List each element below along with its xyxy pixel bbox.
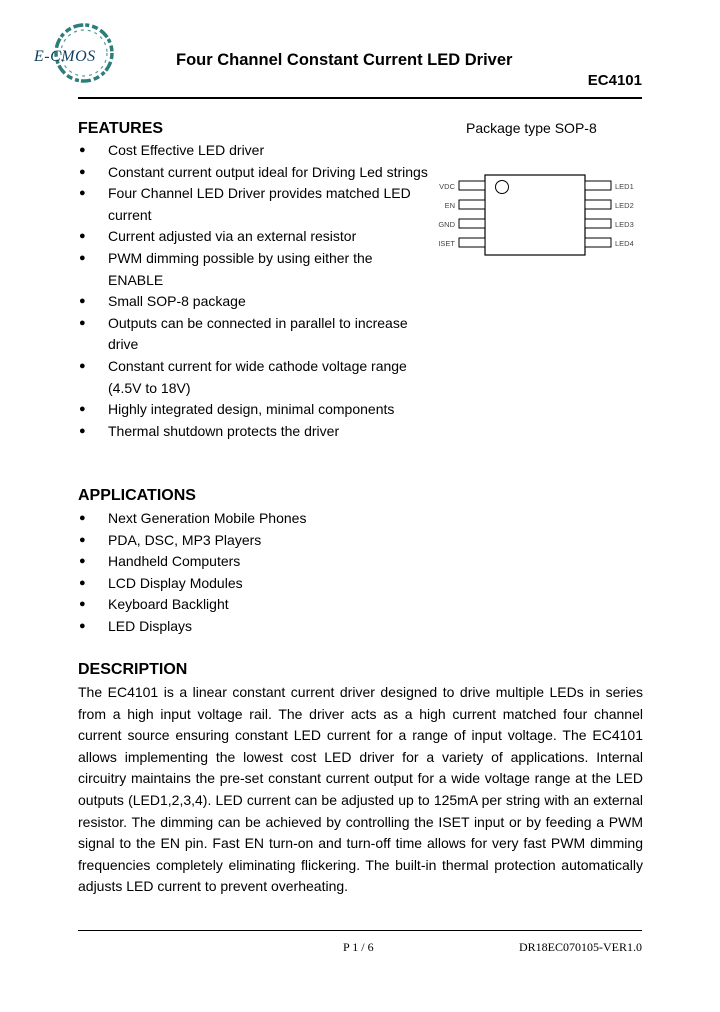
- bullet-icon: ●: [79, 165, 86, 178]
- application-item-text: LCD Display Modules: [108, 574, 243, 591]
- feature-item: [78, 183, 428, 226]
- feature-item-text: Highly integrated design, minimal components: [108, 401, 395, 418]
- pin-label-led4: LED4: [615, 239, 634, 248]
- application-item: [78, 508, 428, 530]
- feature-item: [78, 313, 428, 356]
- feature-item-text: Cost Effective LED driver: [108, 142, 265, 158]
- pin-label-vdc: VDC: [439, 182, 455, 191]
- feature-item-text: Outputs can be connected in parallel to increase drive: [108, 314, 408, 353]
- bullet-icon: ●: [79, 555, 86, 568]
- pin-label-led2: LED2: [615, 201, 634, 210]
- page-number: P 1 / 6: [343, 940, 374, 954]
- pin-label-led1: LED1: [615, 182, 634, 191]
- feature-item: [78, 162, 428, 184]
- application-item: [78, 530, 428, 552]
- pin-left-3: [459, 219, 485, 228]
- application-item-text: PDA, DSC, MP3 Players: [108, 531, 262, 548]
- footer-divider: [78, 930, 642, 931]
- pin-right-1: [585, 181, 611, 190]
- header-divider: [78, 97, 642, 99]
- features-heading: FEATURES: [78, 120, 164, 137]
- application-item: [78, 616, 428, 638]
- bullet-icon: ●: [79, 619, 86, 632]
- feature-item: [78, 399, 428, 421]
- feature-item: [78, 226, 428, 248]
- feature-item: [78, 291, 428, 313]
- pin-left-4: [459, 238, 485, 247]
- pin-right-2: [585, 200, 611, 209]
- feature-item: [78, 140, 428, 162]
- bullet-icon: ●: [79, 295, 86, 308]
- bullet-icon: ●: [79, 533, 86, 546]
- applications-list: [78, 508, 428, 638]
- feature-item: [78, 421, 428, 443]
- pin-left-2: [459, 200, 485, 209]
- document-title: Four Channel Constant Current LED Driver: [176, 51, 513, 69]
- bullet-icon: ●: [79, 598, 86, 611]
- feature-item-text: Current adjusted via an external resistor: [108, 228, 357, 245]
- pin-label-en: EN: [444, 201, 455, 210]
- feature-item: [78, 248, 428, 291]
- bullet-icon: ●: [79, 576, 86, 589]
- application-item-text: Next Generation Mobile Phones: [108, 510, 307, 526]
- logo-text: E-CMOS: [34, 48, 96, 65]
- package-label: Package type SOP-8: [466, 120, 597, 136]
- features-list: [78, 140, 428, 442]
- bullet-icon: ●: [79, 316, 86, 329]
- bullet-icon: ●: [79, 251, 86, 264]
- pin-left-1: [459, 181, 485, 190]
- application-item-text: LED Displays: [108, 617, 193, 634]
- pin-label-gnd: GND: [438, 220, 455, 229]
- application-item: [78, 594, 428, 616]
- application-item-text: Handheld Computers: [108, 553, 241, 570]
- bullet-icon: ●: [79, 144, 86, 156]
- bullet-icon: ●: [79, 187, 86, 200]
- application-item: [78, 551, 428, 573]
- chip-body: [485, 175, 585, 255]
- feature-item-text: Four Channel LED Driver provides matched LED current: [108, 185, 411, 223]
- bullet-icon: ●: [79, 359, 86, 372]
- feature-item: [78, 356, 428, 399]
- applications-heading: APPLICATIONS: [78, 487, 196, 504]
- feature-item-text: Constant current output ideal for Driving Led strings: [108, 163, 428, 180]
- bullet-icon: ●: [79, 230, 86, 243]
- feature-item-text: Constant current for wide cathode voltage range (4.5V to 18V): [108, 357, 407, 396]
- document-code: DR18EC070105-VER1.0: [519, 940, 642, 954]
- description-heading: DESCRIPTION: [78, 661, 188, 678]
- application-item-text: Keyboard Backlight: [108, 596, 229, 613]
- part-number: EC4101: [587, 72, 642, 89]
- pin-label-led3: LED3: [615, 220, 634, 229]
- feature-item-text: Small SOP-8 package: [108, 293, 246, 310]
- feature-item-text: Thermal shutdown protects the driver: [108, 422, 340, 439]
- pin-right-4: [585, 238, 611, 247]
- bullet-icon: ●: [79, 403, 86, 416]
- bullet-icon: ●: [79, 424, 86, 437]
- bullet-icon: ●: [79, 512, 86, 524]
- application-item: [78, 573, 428, 595]
- pin-right-3: [585, 219, 611, 228]
- description-text: The EC4101 is a linear constant current driver designed to drive multiple LEDs in series from a high input voltage rail. The driver acts as a high current matched four channel current source ensuring constant LED current for a range of input voltage. The EC4101 allows implementing the lowest cost LED driver for a variety of applications. Internal circuitry maintains the pre-set constant current output for a wide voltage range at the LED outputs (LED1,2,3,4). LED current can be adjusted up to 125mA per string with an external resistor. The dimming can be achieved by controlling the ISET input or by feeding a PWM signal to the EN pin. Fast EN turn-on and turn-off time allows for very fast PWM dimming frequencies completely eliminating flickering. The built-in thermal protection automatically adjusts LED current to prevent overheating.: [78, 684, 643, 895]
- sop8-package-diagram: [430, 170, 640, 260]
- pin-label-iset: ISET: [438, 239, 455, 248]
- feature-item-text: PWM dimming possible by using either the ENABLE: [108, 249, 373, 288]
